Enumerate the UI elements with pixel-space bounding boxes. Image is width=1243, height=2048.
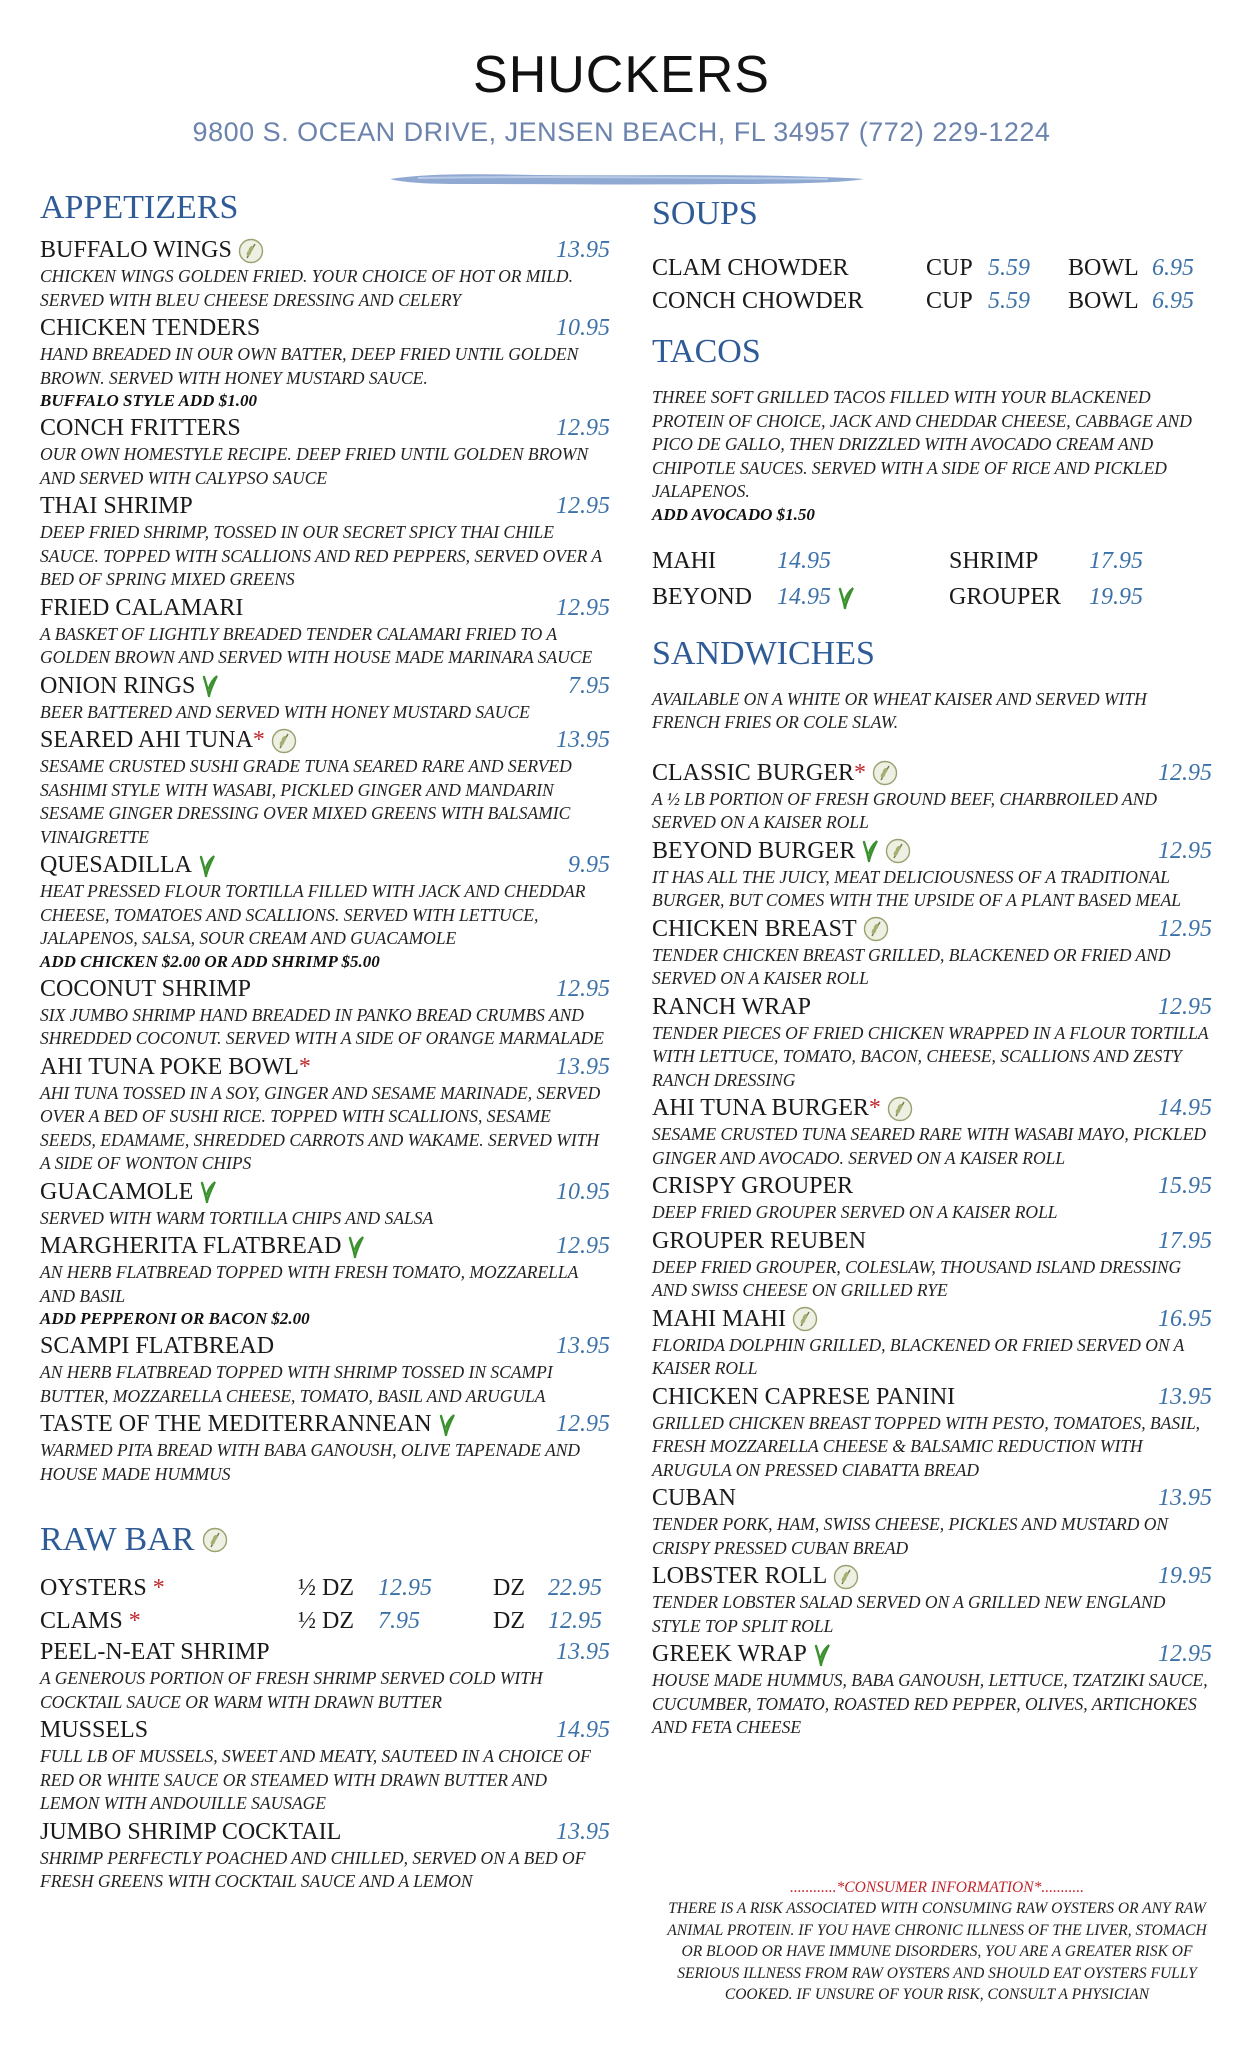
restaurant-name: SHUCKERS (473, 46, 770, 104)
consumer-information-text: THERE IS A RISK ASSOCIATED WITH CONSUMING RAW OYSTERS OR ANY RAW ANIMAL PROTEIN. IF YOU HAVE CHRONIC ILLNESS OF THE LIVER, STOMACH OR BLOOD OR HAVE IMMUNE DISORDERS, YOU ARE A GREATER RISK OF SERIOUS ILLNESS FROM RAW OYSTERS AND SHOULD EAT OYSTERS FULLY COOKED. IF UNSURE OF YOUR RISK, CONSULT A PHYSICIAN (667, 1900, 1207, 2003)
menu-item-header (40, 851, 610, 880)
menu-item-header (652, 837, 1212, 866)
menu-item-description: HOUSE MADE HUMMUS, BABA GANOUSH, LETTUCE, TZATZIKI SAUCE, CUCUMBER, TOMATO, ROASTED RED PEPPER, OLIVES, ARTICHOKES AND FETA CHEESE (652, 1670, 1208, 1737)
menu-item-price: 12.95 (556, 975, 610, 1002)
menu-item-header (40, 1638, 610, 1667)
menu-item-price: 12.95 (556, 1411, 610, 1437)
menu-item-description: SIX JUMBO SHRIMP HAND BREADED IN PANKO BREAD CRUMBS AND SHREDDED COCONUT. SERVED WITH A SIDE OF ORANGE MARMALADE (40, 1004, 604, 1048)
menu-item-name: MAHI MAHI (652, 1306, 818, 1333)
menu-item-name: CHICKEN CAPRESE PANINI (652, 1383, 956, 1410)
menu-item-name: CLASSIC BURGER * (652, 760, 898, 787)
soup-name: CLAM CHOWDER (652, 255, 849, 281)
menu-item-name: RANCH WRAP (652, 993, 811, 1020)
menu-item (40, 1716, 610, 1816)
menu-item-price: 17.95 (1158, 1227, 1212, 1254)
vegan-leaf-icon (198, 854, 216, 878)
bowl-price: 6.95 (1152, 288, 1194, 314)
menu-item-header (652, 1227, 1212, 1256)
menu-item (652, 1484, 1212, 1560)
menu-item-description: SERVED WITH WARM TORTILLA CHIPS AND SALSA (40, 1207, 434, 1228)
menu-item-price: 13.95 (1158, 1383, 1212, 1410)
menu-item-name: BUFFALO WINGS (40, 237, 264, 264)
taco-protein-price: 14.95 (777, 548, 831, 574)
soup-row (652, 285, 1212, 318)
menu-item (40, 851, 610, 973)
menu-item-header (652, 1094, 1212, 1123)
menu-item (40, 1232, 610, 1330)
dozen-label: DZ (493, 1575, 525, 1601)
menu-item-name: GREEK WRAP (652, 1641, 831, 1668)
menu-item-description: AN HERB FLATBREAD TOPPED WITH FRESH TOMATO, MOZZARELLA AND BASIL (40, 1262, 578, 1306)
menu-item-header (652, 1383, 1212, 1412)
menu-item-name: THAI SHRIMP (40, 493, 193, 519)
menu-item-description: DEEP FRIED GROUPER, COLESLAW, THOUSAND ISLAND DRESSING AND SWISS CHEESE ON GRILLED RYE (652, 1256, 1182, 1300)
vegan-leaf-icon (837, 586, 855, 610)
menu-item (40, 414, 610, 490)
menu-item-name: FRIED CALAMARI (40, 594, 244, 621)
vegan-leaf-icon (201, 674, 219, 698)
right-column (652, 190, 1212, 1742)
taco-protein-price: 19.95 (1089, 584, 1143, 610)
taco-options-row (652, 544, 1212, 580)
menu-item-description: HEAT PRESSED FLOUR TORTILLA FILLED WITH JACK AND CHEDDAR CHEESE, TOMATOES AND SCALLIONS. SERVED WITH LETTUCE, JALAPENOS, SALSA, SOUR CREAM AND GUACAMOLE (40, 881, 586, 948)
cup-label: CUP (926, 255, 973, 281)
menu-item-price: 13.95 (556, 727, 610, 753)
menu-item-price: 10.95 (556, 1178, 610, 1205)
menu-item-price: 12.95 (556, 415, 610, 441)
tacos-description: THREE SOFT GRILLED TACOS FILLED WITH YOUR BLACKENED PROTEIN OF CHOICE, JACK AND CHEDDAR CHEESE, CABBAGE AND PICO DE GALLO, THEN DRIZZLED WITH AVOCADO CREAM AND CHIPOTLE SAUCES. SERVED WITH A SIDE OF RICE AND PICKLED JALAPENOS. (652, 387, 1192, 501)
menu-item-description: HAND BREADED IN OUR OWN BATTER, DEEP FRIED UNTIL GOLDEN BROWN. SERVED WITH HONEY MUSTARD SAUCE. (40, 344, 579, 388)
menu-item-header (40, 1178, 610, 1207)
menu-item-header (652, 759, 1212, 788)
menu-item-description: A GENEROUS PORTION OF FRESH SHRIMP SERVED COLD WITH COCKTAIL SAUCE OR WARM WITH DRAWN BUTTER (40, 1668, 543, 1712)
menu-item-price: 7.95 (568, 672, 610, 699)
menu-item-header (40, 1332, 610, 1361)
raw-warning-asterisk: * (868, 1095, 881, 1121)
menu-item-name: GUACAMOLE (40, 1179, 217, 1206)
menu-item-price: 19.95 (1158, 1563, 1212, 1589)
gluten-free-icon (202, 1527, 228, 1553)
menu-item (40, 314, 610, 412)
menu-item-header (652, 993, 1212, 1022)
menu-item-price: 12.95 (556, 493, 610, 519)
menu-item-price: 13.95 (556, 1333, 610, 1359)
cup-label: CUP (926, 288, 973, 314)
menu-item-price: 14.95 (556, 1717, 610, 1743)
menu-item-addon: ADD PEPPERONI OR BACON $2.00 (40, 1309, 310, 1328)
appetizers-heading: APPETIZERS (40, 189, 239, 226)
menu-item-description: A BASKET OF LIGHTLY BREADED TENDER CALAMARI FRIED TO A GOLDEN BROWN AND SERVED WITH HOUSE MADE MARINARA SAUCE (40, 623, 593, 667)
menu-item (652, 1227, 1212, 1303)
menu-item-description: TENDER CHICKEN BREAST GRILLED, BLACKENED OR FRIED AND SERVED ON A KAISER ROLL (652, 944, 1171, 988)
gluten-free-icon (872, 760, 898, 786)
menu-item-description: BEER BATTERED AND SERVED WITH HONEY MUSTARD SAUCE (40, 701, 530, 722)
menu-item-header (652, 1305, 1212, 1334)
menu-item-header (40, 726, 610, 755)
menu-item (40, 1818, 610, 1894)
vegan-leaf-icon (438, 1413, 456, 1437)
menu-item-description: OUR OWN HOMESTYLE RECIPE. DEEP FRIED UNTIL GOLDEN BROWN AND SERVED WITH CALYPSO SAUCE (40, 444, 589, 488)
menu-item-description: AHI TUNA TOSSED IN A SOY, GINGER AND SESAME MARINADE, SERVED OVER A BED OF SUSHI RICE. TOPPED WITH SCALLIONS, SESAME SEEDS, EDAMAME, SHREDDED CARROTS AND WAKAME. SERVED WITH A SIDE OF WONTON CHIPS (40, 1082, 601, 1173)
menu-item (40, 1332, 610, 1408)
taco-protein-price: 14.95 (777, 584, 949, 611)
menu-item-name: SEARED AHI TUNA * (40, 727, 297, 754)
menu-item-name: LOBSTER ROLL (652, 1563, 859, 1590)
menu-item-price: 12.95 (1158, 915, 1212, 942)
menu-item-price: 9.95 (568, 852, 610, 878)
menu-item (652, 1305, 1212, 1381)
menu-item-header (652, 1484, 1212, 1513)
menu-item-name: COCONUT SHRIMP (40, 975, 251, 1002)
menu-item-description: SESAME CRUSTED TUNA SEARED RARE WITH WASABI MAYO, PICKLED GINGER AND AVOCADO. SERVED ON A KAISER ROLL (652, 1124, 1207, 1168)
menu-item (652, 1094, 1212, 1170)
consumer-information (662, 1878, 1212, 2006)
appetizers-list (40, 236, 610, 1486)
menu-item-name: CHICKEN TENDERS (40, 315, 261, 341)
left-column (40, 184, 610, 1896)
menu-item-price: 14.95 (1158, 1095, 1212, 1121)
menu-item (652, 1172, 1212, 1225)
tacos-addon: ADD AVOCADO $1.50 (652, 504, 815, 524)
menu-item (40, 1638, 610, 1714)
menu-item (40, 1178, 610, 1231)
menu-item-price: 16.95 (1158, 1305, 1212, 1332)
menu-item-name: SCAMPI FLATBREAD (40, 1333, 275, 1359)
bowl-label: BOWL (1068, 288, 1139, 314)
menu-header (0, 40, 1243, 152)
menu-item-description: FLORIDA DOLPHIN GRILLED, BLACKENED OR FRIED SERVED ON A KAISER ROLL (652, 1334, 1184, 1378)
menu-item-addon: BUFFALO STYLE ADD $1.00 (40, 391, 257, 410)
menu-item-header (652, 915, 1212, 944)
menu-item-name: MUSSELS (40, 1717, 149, 1743)
menu-item-header (40, 594, 610, 623)
menu-item-header (40, 1716, 610, 1745)
menu-item-header (40, 975, 610, 1004)
menu-item-price: 13.95 (556, 1639, 610, 1665)
menu-item-name: AHI TUNA POKE BOWL * (40, 1053, 311, 1080)
raw-bar-clams-row (40, 1605, 610, 1638)
soup-name: CONCH CHOWDER (652, 288, 864, 314)
vegan-leaf-icon (813, 1643, 831, 1667)
menu-item-name: TASTE OF THE MEDITERRANNEAN (40, 1411, 456, 1438)
clams-dozen-price: 12.95 (548, 1608, 602, 1634)
menu-item-name: AHI TUNA BURGER * (652, 1095, 913, 1122)
menu-item (652, 1562, 1212, 1638)
menu-item-description: IT HAS ALL THE JUICY, MEAT DELICIOUSNESS OF A TRADITIONAL BURGER, BUT COMES WITH THE UPSIDE OF A PLANT BASED MEAL (652, 866, 1182, 910)
menu-item-name: QUESADILLA (40, 852, 216, 879)
menu-item-name: ONION RINGS (40, 673, 219, 700)
menu-item (40, 1053, 610, 1176)
menu-item-description: AN HERB FLATBREAD TOPPED WITH SHRIMP TOSSED IN SCAMPI BUTTER, MOZZARELLA CHEESE, TOMATO, BASIL AND ARUGULA (40, 1362, 553, 1406)
raw-warning-asterisk: * (252, 727, 265, 753)
raw-warning-asterisk: * (298, 1053, 311, 1080)
half-dozen-label: ½ DZ (298, 1608, 354, 1634)
menu-item-header (40, 414, 610, 443)
menu-item-description: WARMED PITA BREAD WITH BABA GANOUSH, OLIVE TAPENADE AND HOUSE MADE HUMMUS (40, 1440, 581, 1484)
dozen-label: DZ (493, 1608, 525, 1634)
menu-item-name: PEEL-N-EAT SHRIMP (40, 1639, 270, 1665)
menu-item (652, 1383, 1212, 1483)
menu-item-header (652, 1172, 1212, 1201)
menu-item-description: SESAME CRUSTED SUSHI GRADE TUNA SEARED RARE AND SERVED SASHIMI STYLE WITH WASABI, PICKLED GINGER AND MANDARIN SESAME GINGER DRESSING OVER MIXED GREENS WITH BALSAMIC VINAIGRETTE (40, 756, 572, 847)
raw-bar-list (40, 1638, 610, 1894)
raw-bar-oysters-row (40, 1572, 610, 1605)
tacos-options (652, 544, 1212, 616)
menu-item (40, 726, 610, 849)
menu-item-price: 12.95 (1158, 1641, 1212, 1667)
raw-bar-title: RAW BAR (40, 1521, 195, 1558)
menu-item (40, 975, 610, 1051)
gluten-free-icon (885, 838, 911, 864)
menu-item (40, 672, 610, 725)
menu-item-price: 13.95 (556, 1053, 610, 1080)
gluten-free-icon (863, 916, 889, 942)
cup-price: 5.59 (988, 255, 1030, 281)
menu-item-name: CUBAN (652, 1485, 737, 1511)
consumer-information-title: ............*CONSUMER INFORMATION*........... (790, 1879, 1084, 1896)
menu-item-description: TENDER PIECES OF FRIED CHICKEN WRAPPED IN A FLOUR TORTILLA WITH LETTUCE, TOMATO, BACON, CHEESE, SCALLIONS AND ZESTY RANCH DRESSING (652, 1022, 1209, 1090)
menu-item-price: 12.95 (1158, 759, 1212, 786)
tacos-heading: TACOS (652, 333, 761, 370)
clams-name: CLAMS * (40, 1608, 141, 1634)
menu-item-name: JUMBO SHRIMP COCKTAIL (40, 1818, 342, 1845)
menu-item (652, 837, 1212, 913)
sandwiches-list (652, 759, 1212, 1740)
menu-item-description: TENDER LOBSTER SALAD SERVED ON A GRILLED NEW ENGLAND STYLE TOP SPLIT ROLL (652, 1592, 1166, 1636)
gluten-free-icon (887, 1096, 913, 1122)
sandwiches-heading: SANDWICHES (652, 634, 875, 672)
menu-item-description: DEEP FRIED GROUPER SERVED ON A KAISER ROLL (652, 1202, 1058, 1222)
gluten-free-icon (792, 1306, 818, 1332)
soups-list (652, 252, 1212, 318)
half-dozen-label: ½ DZ (298, 1575, 354, 1601)
gluten-free-icon (271, 728, 297, 754)
menu-item-price: 13.95 (556, 237, 610, 263)
menu-item-name: MARGHERITA FLATBREAD (40, 1233, 365, 1260)
raw-bar-heading (40, 1516, 610, 1564)
bowl-label: BOWL (1068, 255, 1139, 281)
oysters-name: OYSTERS * (40, 1575, 165, 1601)
cup-price: 5.59 (988, 288, 1030, 314)
menu-item-header (40, 672, 610, 701)
menu-item-description: A ½ LB PORTION OF FRESH GROUND BEEF, CHARBROILED AND SERVED ON A KAISER ROLL (652, 788, 1158, 832)
oysters-half-price: 12.95 (378, 1575, 432, 1601)
menu-item-header (40, 314, 610, 343)
menu-item-price: 12.95 (556, 1233, 610, 1259)
taco-protein-name: BEYOND (652, 584, 752, 610)
menu-item (652, 993, 1212, 1093)
menu-item-name: BEYOND BURGER (652, 838, 911, 865)
soup-row (652, 252, 1212, 285)
menu-item-description: CHICKEN WINGS GOLDEN FRIED. YOUR CHOICE OF HOT OR MILD. SERVED WITH BLEU CHEESE DRESSING AND CELERY (40, 266, 573, 310)
menu-item-price: 10.95 (556, 315, 610, 341)
menu-item (652, 1640, 1212, 1740)
taco-protein-name: SHRIMP (949, 548, 1039, 574)
menu-item-header (40, 1818, 610, 1847)
menu-item-price: 12.95 (1158, 837, 1212, 864)
vegan-leaf-icon (861, 839, 879, 863)
menu-item (40, 594, 610, 670)
menu-item-header (40, 1232, 610, 1261)
menu-item-price: 13.95 (1158, 1485, 1212, 1511)
menu-item-addon: ADD CHICKEN $2.00 OR ADD SHRIMP $5.00 (40, 951, 380, 971)
gluten-free-icon (238, 238, 264, 264)
menu-item-description: DEEP FRIED SHRIMP, TOSSED IN OUR SECRET SPICY THAI CHILE SAUCE. TOPPED WITH SCALLIONS AND RED PEPPERS, SERVED OVER A BED OF SPRING MIXED GREENS (40, 522, 602, 589)
soups-heading: SOUPS (652, 195, 758, 232)
sandwiches-intro: AVAILABLE ON A WHITE OR WHEAT KAISER AND SERVED WITH FRENCH FRIES OR COLE SLAW. (652, 688, 1147, 732)
menu-item-price: 15.95 (1158, 1173, 1212, 1199)
menu-item (40, 1410, 610, 1486)
menu-item (40, 236, 610, 312)
taco-protein-name: GROUPER (949, 584, 1062, 610)
menu-item (40, 492, 610, 592)
menu-item-header (652, 1640, 1212, 1669)
menu-item-name: CHICKEN BREAST (652, 916, 889, 943)
vegan-leaf-icon (199, 1180, 217, 1204)
menu-item-description: GRILLED CHICKEN BREAST TOPPED WITH PESTO, TOMATOES, BASIL, FRESH MOZZARELLA CHEESE & BALSAMIC REDUCTION WITH ARUGULA ON PRESSED CIABATTA BREAD (652, 1412, 1201, 1480)
menu-item-name: CONCH FRITTERS (40, 415, 241, 441)
menu-item-name: GROUPER REUBEN (652, 1227, 867, 1254)
menu-item-price: 12.95 (556, 594, 610, 621)
menu-item (652, 915, 1212, 991)
menu-item-price: 12.95 (1158, 993, 1212, 1020)
menu-item-description: FULL LB OF MUSSELS, SWEET AND MEATY, SAUTEED IN A CHOICE OF RED OR WHITE SAUCE OR STEAMED WITH DRAWN BUTTER AND LEMON WITH ANDOUILLE SAUSAGE (40, 1746, 591, 1813)
oysters-dozen-price: 22.95 (548, 1575, 602, 1601)
menu-item-header (652, 1562, 1212, 1591)
menu-item-header (40, 1410, 610, 1439)
restaurant-address: 9800 S. OCEAN DRIVE, JENSEN BEACH, FL 34957 (772) 229-1224 (192, 117, 1051, 147)
vegan-leaf-icon (347, 1235, 365, 1259)
menu-item-header (40, 492, 610, 521)
menu-item (652, 759, 1212, 835)
bowl-price: 6.95 (1152, 255, 1194, 281)
gluten-free-icon (833, 1564, 859, 1590)
taco-protein-price: 17.95 (1089, 548, 1143, 574)
clams-half-price: 7.95 (378, 1608, 420, 1634)
taco-options-row (652, 580, 1212, 616)
menu-item-description: TENDER PORK, HAM, SWISS CHEESE, PICKLES AND MUSTARD ON CRISPY PRESSED CUBAN BREAD (652, 1514, 1169, 1558)
menu-item-header (40, 236, 610, 265)
menu-item-header (40, 1053, 610, 1082)
taco-protein-name: MAHI (652, 548, 716, 574)
menu-item-name: CRISPY GROUPER (652, 1173, 854, 1199)
menu-item-description: SHRIMP PERFECTLY POACHED AND CHILLED, SERVED ON A BED OF FRESH GREENS WITH COCKTAIL SAUCE AND A LEMON (40, 1847, 586, 1891)
menu-item-price: 13.95 (556, 1818, 610, 1845)
raw-warning-asterisk: * (854, 759, 867, 786)
